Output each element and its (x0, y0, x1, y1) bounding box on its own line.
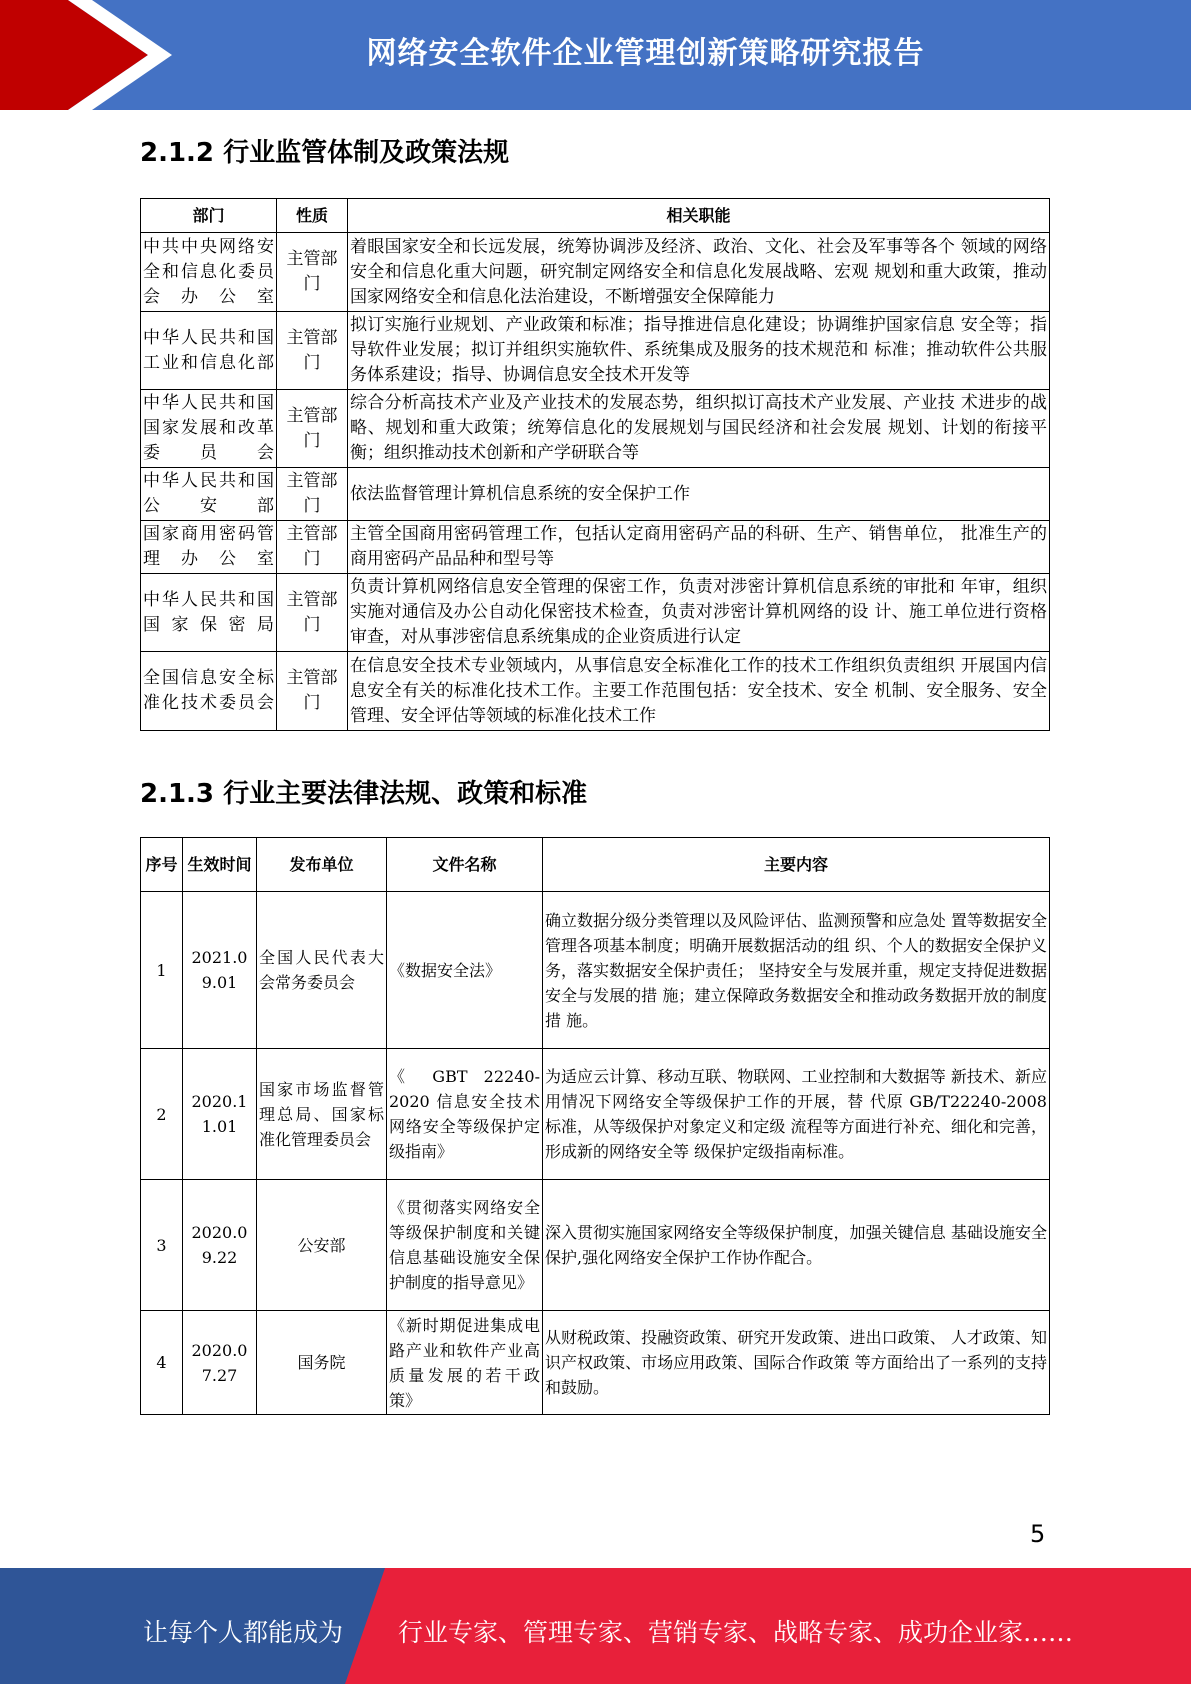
header-duty: 相关职能 (348, 199, 1050, 233)
page-header (0, 0, 1191, 110)
table-row (141, 892, 1050, 1049)
date-cell: 2020.11.01 (183, 1049, 257, 1180)
issuer-cell: 国家市场监督管理总局、国家标准化管理委员会 (257, 1049, 387, 1180)
table-header-row (141, 199, 1050, 233)
date-cell: 2020.07.27 (183, 1311, 257, 1415)
issuer-cell: 公安部 (257, 1180, 387, 1311)
content-cell: 深入贯彻实施国家网络安全等级保护制度，加强关键信息 基础设施安全保护,强化网络安全保护工作协作配合。 (543, 1180, 1050, 1311)
footer-slogan-right: 行业专家、管理专家、营销专家、战略专家、成功企业家…… (398, 1618, 1074, 1647)
table-row (141, 1311, 1050, 1415)
page-number: 5 (1030, 1520, 1046, 1548)
nature-cell: 主管部门 (277, 574, 348, 652)
header-dept: 部门 (141, 199, 277, 233)
table-header-row (141, 838, 1050, 892)
no-cell: 3 (141, 1180, 183, 1311)
nature-cell: 主管部门 (277, 468, 348, 521)
header-doc: 文件名称 (387, 838, 543, 892)
no-cell: 2 (141, 1049, 183, 1180)
issuer-cell: 国务院 (257, 1311, 387, 1415)
nature-cell: 主管部门 (277, 521, 348, 574)
table-row (141, 521, 1050, 574)
table-row (141, 390, 1050, 468)
no-cell: 1 (141, 892, 183, 1049)
table-row (141, 1049, 1050, 1180)
doc-cell: 《数据安全法》 (387, 892, 543, 1049)
content-cell: 从财税政策、投融资政策、研究开发政策、进出口政策、 人才政策、知识产权政策、市场应用政策、国际合作政策 等方面给出了一系列的支持和鼓励。 (543, 1311, 1050, 1415)
header-date: 生效时间 (183, 838, 257, 892)
table-row (141, 652, 1050, 731)
nature-cell: 主管部门 (277, 652, 348, 731)
date-cell: 2021.09.01 (183, 892, 257, 1049)
footer-slogan-left: 让每个人都能成为 (143, 1618, 344, 1647)
dept-cell: 中华人民共和国工业和信息化部 (141, 312, 277, 390)
section-title-2-1-3: 2.1.3 行业主要法律法规、政策和标准 (140, 779, 588, 809)
page-footer (0, 1568, 1191, 1684)
duty-cell: 拟订实施行业规划、产业政策和标准；指导推进信息化建设；协调维护国家信息 安全等；指导软件业发展；拟订并组织实施软件、系统集成及服务的技术规范和 标准；推动软件公共服务体系建设；指导、协调信息安全技术开发等 (348, 312, 1050, 390)
nature-cell: 主管部门 (277, 233, 348, 312)
section-title-2-1-2: 2.1.2 行业监管体制及政策法规 (140, 138, 510, 168)
dept-cell: 全国信息安全标准化技术委员会 (141, 652, 277, 731)
dept-cell: 中华人民共和国公安部 (141, 468, 277, 521)
doc-cell: 《新时期促进集成电路产业和软件产业高质量发展的若干政策》 (387, 1311, 543, 1415)
doc-cell: 《 GBT 22240-2020 信息安全技术网络安全等级保护定级指南》 (387, 1049, 543, 1180)
regulatory-bodies-table (140, 198, 1050, 731)
report-title: 网络安全软件企业管理创新策略研究报告 (366, 36, 925, 71)
duty-cell: 主管全国商用密码管理工作，包括认定商用密码产品的科研、生产、销售单位， 批准生产的商用密码产品品种和型号等 (348, 521, 1050, 574)
duty-cell: 在信息安全技术专业领域内，从事信息安全标准化工作的技术工作组织负责组织 开展国内信息安全有关的标准化技术工作。主要工作范围包括：安全技术、安全 机制、安全服务、安全管理、安全评估等领域的标准化技术工作 (348, 652, 1050, 731)
table-row (141, 468, 1050, 521)
nature-cell: 主管部门 (277, 312, 348, 390)
no-cell: 4 (141, 1311, 183, 1415)
duty-cell: 着眼国家安全和长远发展，统筹协调涉及经济、政治、文化、社会及军事等各个 领域的网络安全和信息化重大问题，研究制定网络安全和信息化发展战略、宏观 规划和重大政策，推动国家网络安全和信息化法治建设，不断增强安全保障能力 (348, 233, 1050, 312)
dept-cell: 中华人民共和国国家保密局 (141, 574, 277, 652)
dept-cell: 中共中央网络安全和信息化委员会办公室 (141, 233, 277, 312)
header-content: 主要内容 (543, 838, 1050, 892)
header-no: 序号 (141, 838, 183, 892)
dept-cell: 中华人民共和国国家发展和改革委员会 (141, 390, 277, 468)
nature-cell: 主管部门 (277, 390, 348, 468)
header-issuer: 发布单位 (257, 838, 387, 892)
table-row (141, 1180, 1050, 1311)
table-row (141, 233, 1050, 312)
date-cell: 2020.09.22 (183, 1180, 257, 1311)
header-nature: 性质 (277, 199, 348, 233)
duty-cell: 依法监督管理计算机信息系统的安全保护工作 (348, 468, 1050, 521)
laws-policies-table (140, 837, 1050, 1415)
content-cell: 确立数据分级分类管理以及风险评估、监测预警和应急处 置等数据安全管理各项基本制度；明确开展数据活动的组 织、个人的数据安全保护义务，落实数据安全保护责任； 坚持安全与发展并重，规定支持促进数据安全与发展的措 施；建立保障政务数据安全和推动政务数据开放的制度措 施。 (543, 892, 1050, 1049)
table-row (141, 312, 1050, 390)
duty-cell: 负责计算机网络信息安全管理的保密工作，负责对涉密计算机信息系统的审批和 年审，组织实施对通信及办公自动化保密技术检查，负责对涉密计算机网络的设 计、施工单位进行资格审查，对从事涉密信息系统集成的企业资质进行认定 (348, 574, 1050, 652)
issuer-cell: 全国人民代表大会常务委员会 (257, 892, 387, 1049)
content-cell: 为适应云计算、移动互联、物联网、工业控制和大数据等 新技术、新应用情况下网络安全等级保护工作的开展，替 代原 GB/T22240-2008 标准，从等级保护对象定义和定级 流程等方面进行补充、细化和完善，形成新的网络安全等 级保护定级指南标准。 (543, 1049, 1050, 1180)
table-row (141, 574, 1050, 652)
duty-cell: 综合分析高技术产业及产业技术的发展态势，组织拟订高技术产业发展、产业技 术进步的战略、规划和重大政策；统筹信息化的发展规划与国民经济和社会发展 规划、计划的衔接平衡；组织推动技术创新和产学研联合等 (348, 390, 1050, 468)
doc-cell: 《贯彻落实网络安全等级保护制度和关键信息基础设施安全保护制度的指导意见》 (387, 1180, 543, 1311)
dept-cell: 国家商用密码管理办公室 (141, 521, 277, 574)
